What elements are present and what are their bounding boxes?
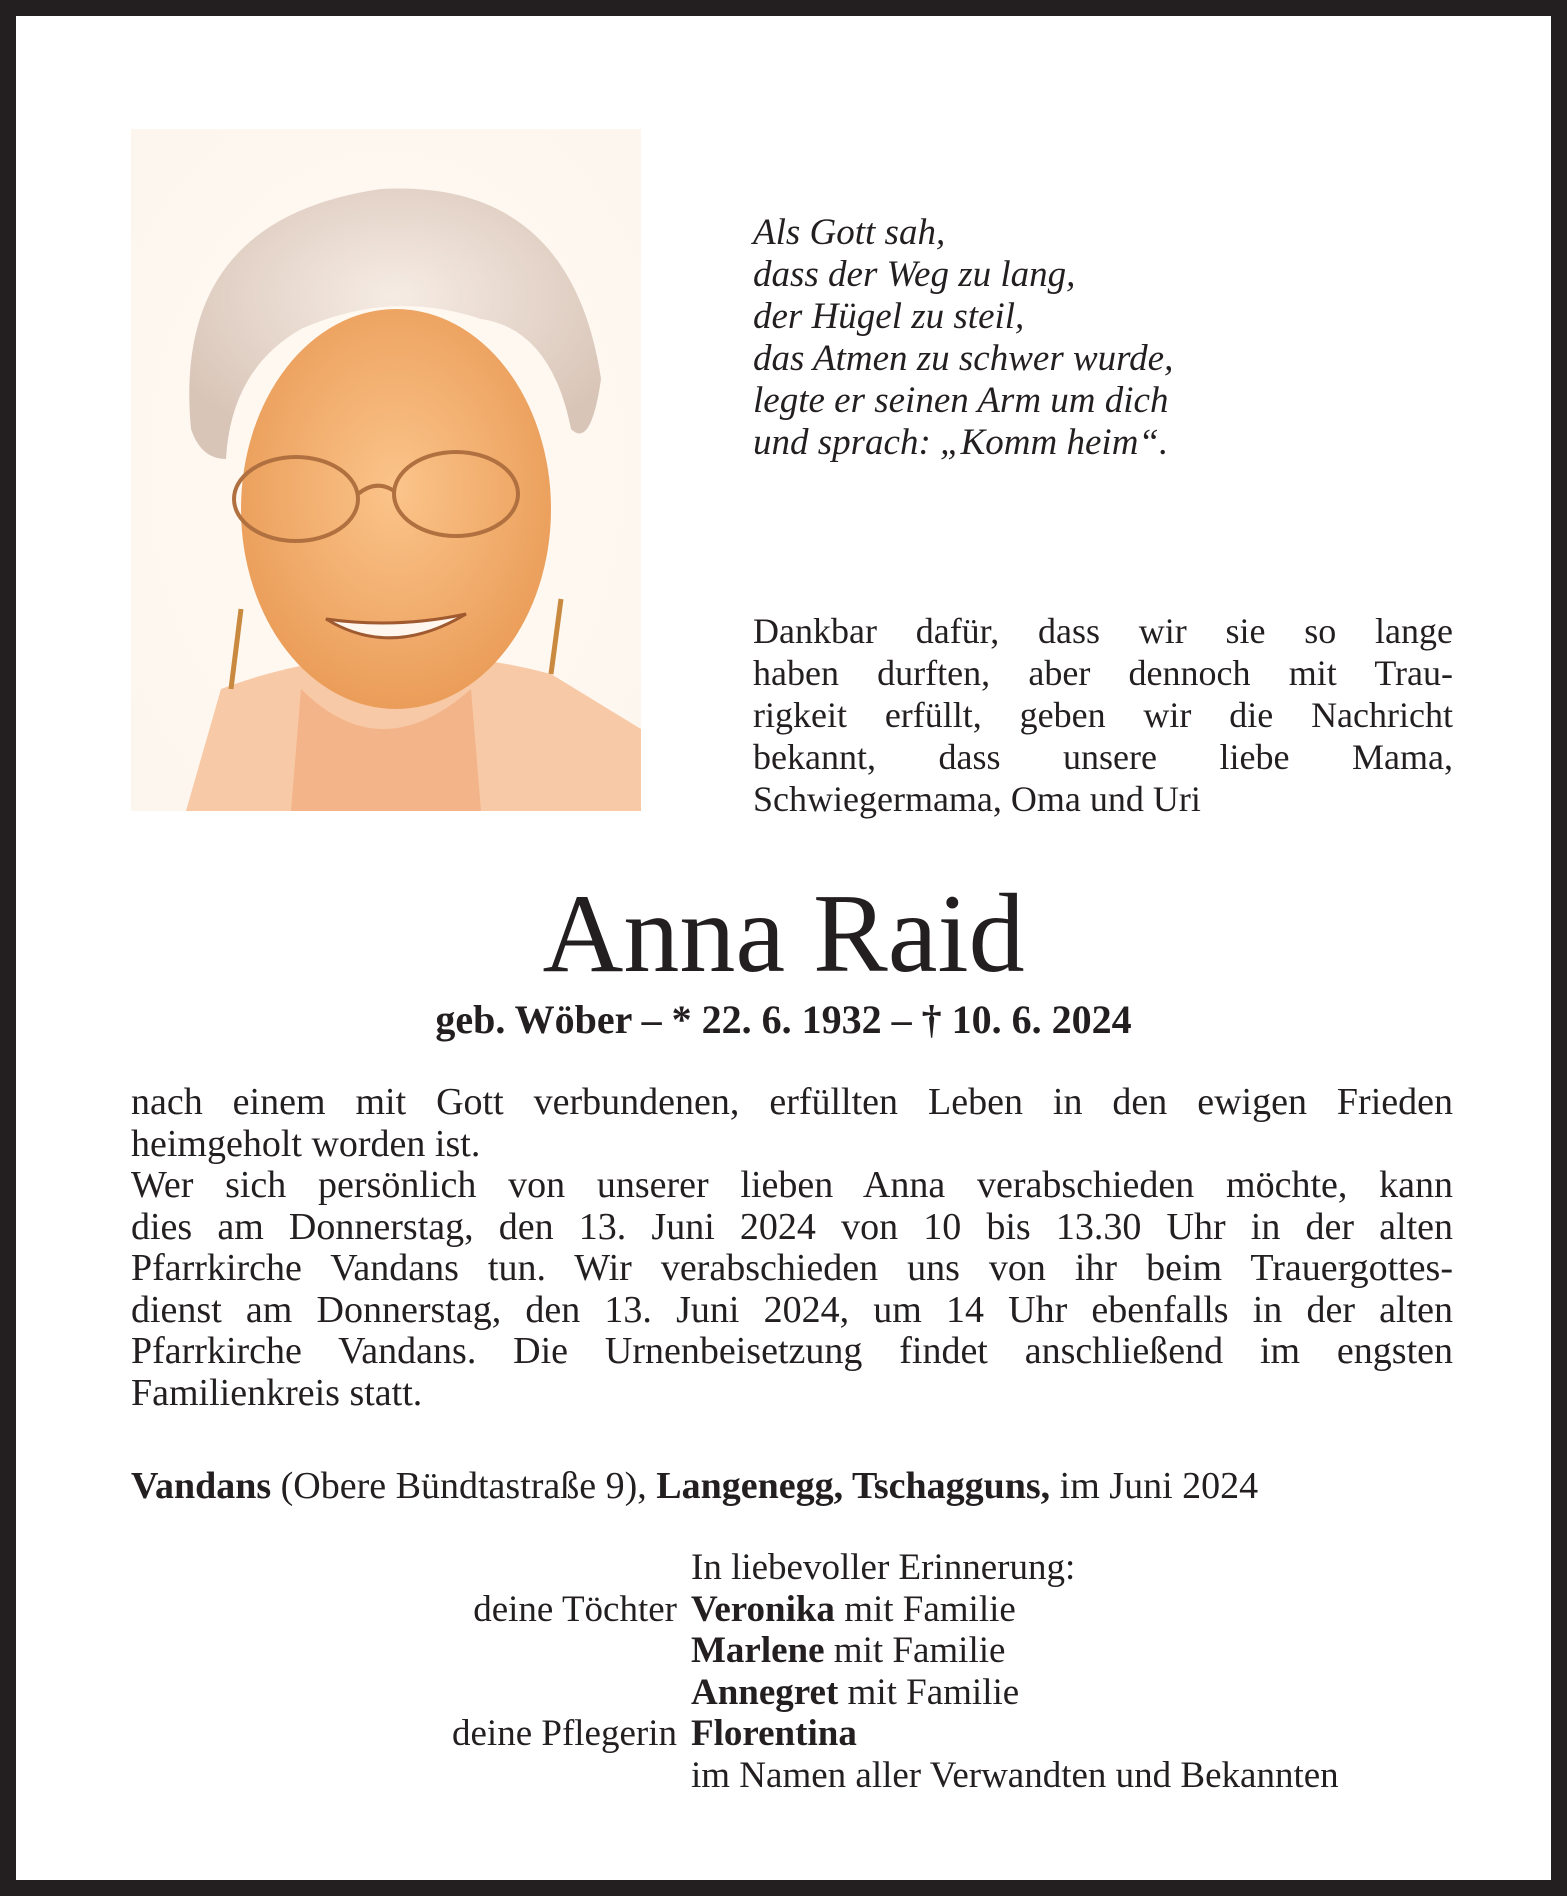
location-line — [131, 1464, 1258, 1508]
intro-text — [753, 610, 1453, 820]
place-vandans: Vandans — [131, 1465, 272, 1507]
intro-line: haben durften, aber dennoch mit Trau- — [753, 653, 1453, 693]
signature-row — [131, 1589, 1453, 1631]
address: (Obere Bündtastraße 9), — [271, 1465, 657, 1507]
deceased-name: Anna Raid — [542, 872, 1025, 996]
signatures — [131, 1547, 1453, 1796]
signer-suffix: mit Familie — [838, 1671, 1020, 1713]
intro-line: rigkeit erfüllt, geben wir die Nachricht — [753, 695, 1453, 735]
poem-line: legte er seinen Arm um dich — [753, 380, 1169, 421]
poem-line: der Hügel zu steil, — [753, 296, 1025, 337]
relation-label: deine Pflegerin — [452, 1713, 677, 1754]
signature-row — [131, 1630, 1453, 1672]
signature-row — [131, 1672, 1453, 1714]
relation-label — [131, 1672, 691, 1714]
relation-label — [131, 1755, 691, 1797]
relation-label: deine Töchter — [473, 1588, 677, 1630]
signature-row — [131, 1755, 1453, 1797]
birth-death-dates: geb. Wöber – * 22. 6. 1932 – † 10. 6. 2024 — [435, 997, 1132, 1042]
signer-suffix: mit Familie — [824, 1630, 1006, 1671]
body-line: nach einem mit Gott verbundenen, erfüllten Leben in den ewigen Frieden — [131, 1081, 1453, 1123]
places-other: Langenegg, Tschagguns, — [656, 1465, 1051, 1507]
signer-name: Annegret — [691, 1671, 839, 1713]
signer-name: Marlene — [691, 1630, 825, 1671]
body-line: Familienkreis statt. — [131, 1371, 423, 1414]
body-text — [131, 1082, 1453, 1414]
intro-line: Schwiegermama, Oma und Uri — [753, 779, 1201, 819]
body-line: dies am Donnerstag, den 13. Juni 2024 von 10 bis 13.30 Uhr in der alten — [131, 1205, 1453, 1248]
poem-line: das Atmen zu schwer wurde, — [753, 338, 1174, 379]
poem-line: und sprach: „Komm heim“. — [753, 422, 1169, 463]
poem — [753, 212, 1173, 464]
obituary-page — [16, 16, 1551, 1880]
signer-name: Florentina — [691, 1713, 857, 1754]
body-line: Pfarrkirche Vandans. Die Urnenbeisetzung findet anschließend im engsten — [131, 1330, 1453, 1372]
signer-suffix: im Namen aller Verwandten und Bekannten — [691, 1754, 1339, 1796]
signer-suffix: mit Familie — [834, 1588, 1016, 1630]
body-line: Wer sich persönlich von unserer lieben Anna verabschieden möchte, kann — [131, 1164, 1453, 1206]
body-line: Pfarrkirche Vandans tun. Wir verabschieden uns von ihr beim Trauergottes- — [131, 1247, 1453, 1289]
signature-row — [131, 1713, 1453, 1755]
location-date: im Juni 2024 — [1050, 1465, 1259, 1507]
intro-line: bekannt, dass unsere liebe Mama, — [753, 737, 1453, 777]
relation-label — [131, 1630, 691, 1672]
body-line: heimgeholt worden ist. — [131, 1122, 481, 1165]
portrait-photo — [131, 129, 641, 811]
poem-line: Als Gott sah, — [753, 212, 946, 253]
poem-line: dass der Weg zu lang, — [753, 254, 1076, 295]
intro-line: Dankbar dafür, dass wir sie so lange — [753, 611, 1453, 651]
body-line: dienst am Donnerstag, den 13. Juni 2024, um 14 Uhr ebenfalls in der alten — [131, 1288, 1453, 1331]
signatures-heading: In liebevoller Erinnerung: — [691, 1547, 1076, 1588]
signer-name: Veronika — [691, 1588, 835, 1630]
